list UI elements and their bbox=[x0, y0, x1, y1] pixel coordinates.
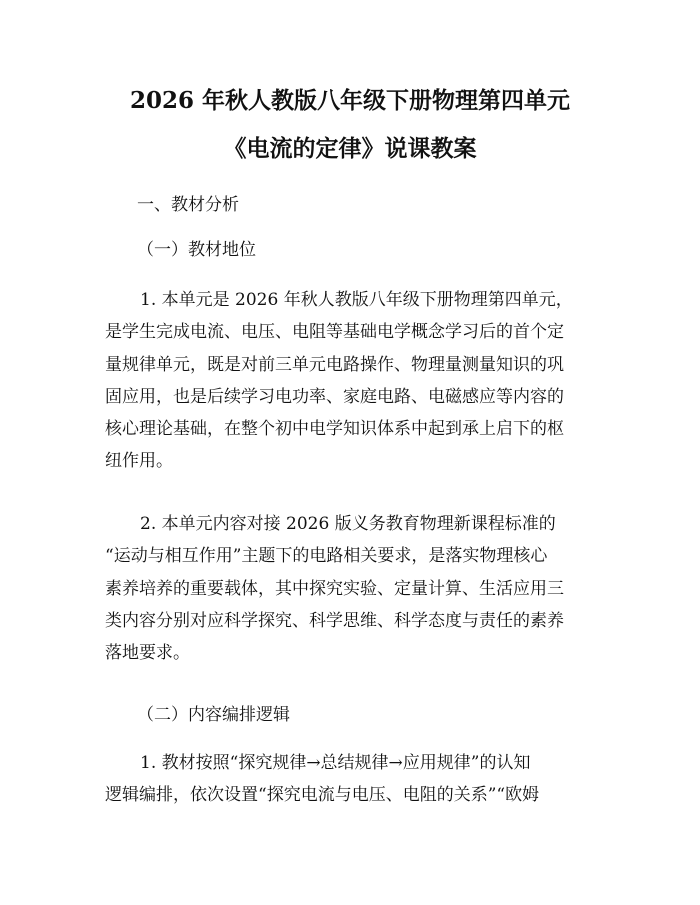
subsection-heading-textbook-position: （一）教材地位 bbox=[137, 240, 256, 260]
paragraph-line: 量规律单元，既是对前三单元电路操作、物理量测量知识的巩 bbox=[105, 354, 564, 375]
paragraph-line: 1. 本单元是 2026 年秋人教版八年级下册物理第四单元， bbox=[140, 290, 573, 310]
paragraph-line: 纽作用。 bbox=[105, 451, 173, 472]
paragraph-line: 逻辑编排，依次设置“探究电流与电压、电阻的关系”“欧姆 bbox=[105, 785, 540, 806]
paragraph-line: 2. 本单元内容对接 2026 版义务教育物理新课程标准的 bbox=[140, 514, 556, 534]
paragraph-curriculum-standard bbox=[105, 508, 600, 669]
paragraph-arrangement-logic bbox=[105, 747, 600, 812]
paragraph-line: 落地要求。 bbox=[105, 643, 190, 664]
paragraph-line: 固应用，也是后续学习电功率、家庭电路、电磁感应等内容的 bbox=[105, 386, 564, 407]
section-heading-textbook-analysis: 一、教材分析 bbox=[137, 195, 239, 215]
paragraph-line: 是学生完成电流、电压、电阻等基础电学概念学习后的首个定 bbox=[105, 322, 564, 343]
paragraph-line: 类内容分别对应科学探究、科学思维、科学态度与责任的素养 bbox=[105, 610, 564, 631]
paragraph-unit-position bbox=[105, 284, 600, 478]
paragraph-line: “运动与相互作用”主题下的电路相关要求，是落实物理核心 bbox=[105, 546, 548, 567]
document-title-line-1: 2026 年秋人教版八年级下册物理第四单元 bbox=[129, 87, 571, 114]
document-title-line-2: 《电流的定律》说课教案 bbox=[223, 135, 477, 162]
subsection-heading-content-arrangement: （二）内容编排逻辑 bbox=[137, 705, 290, 725]
paragraph-line: 核心理论基础，在整个初中电学知识体系中起到承上启下的枢 bbox=[105, 419, 564, 440]
paragraph-line: 1. 教材按照“探究规律→总结规律→应用规律”的认知 bbox=[140, 753, 531, 773]
paragraph-line: 素养培养的重要载体，其中探究实验、定量计算、生活应用三 bbox=[105, 578, 564, 599]
